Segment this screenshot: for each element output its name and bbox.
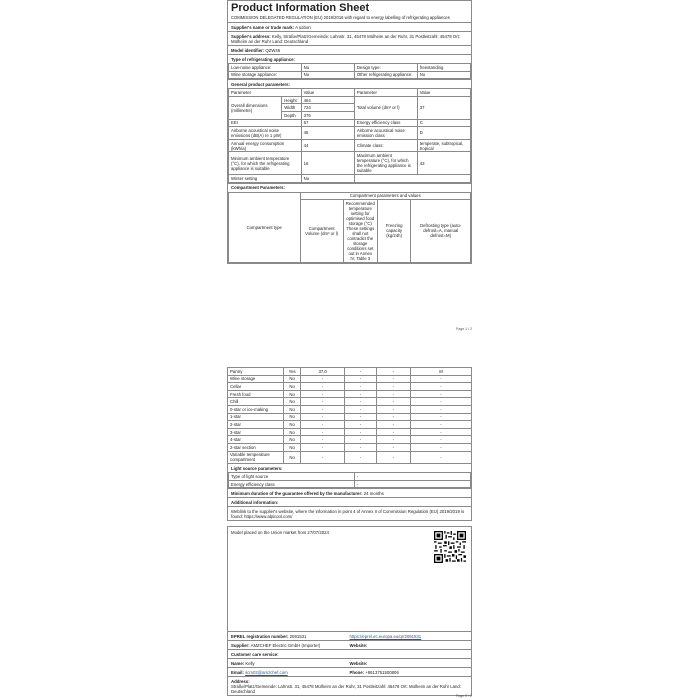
compartment-row (228, 421, 472, 429)
comp-defrost-header: Defrosting type (auto-defrost=A, manual defrost=M) (411, 200, 471, 263)
email-label: Email: (231, 669, 244, 675)
phone-value: +8613751500806 (365, 669, 399, 675)
dims-row (229, 96, 471, 104)
type-row (229, 71, 471, 79)
empty-cell (354, 174, 470, 182)
total-volume-value: 37 (417, 96, 470, 119)
type-cell: freestanding (417, 64, 470, 72)
weblink-text: Weblink to the supplier's website, where the information in point 4 of Annex II of Commission Regulation (EU) 2019/2019 is found: (231, 508, 465, 519)
dim-key: Height (282, 96, 301, 104)
compartment-cell: No (284, 428, 301, 436)
compartment-cell: - (376, 398, 410, 406)
model-label: Model identifier: (231, 47, 265, 53)
param-row (229, 139, 471, 152)
compartment-cell: - (376, 405, 410, 413)
compartment-row (228, 375, 472, 383)
param-label: Airborne acoustical noise emission class (354, 127, 417, 140)
compartment-cell: Wine storage (228, 375, 284, 383)
eprel-link[interactable]: https://eprel.ec.europa.eu/qr/2091531 (349, 633, 422, 639)
weblink-row (228, 506, 471, 520)
compartment-cell: Cellar (228, 383, 284, 391)
winter-row (229, 174, 471, 182)
supplier-row (228, 640, 471, 649)
type-row (229, 64, 471, 72)
eprel-label: EPREL registration number: (231, 633, 289, 639)
param-row (229, 127, 471, 140)
care-row (228, 649, 471, 658)
page-number-2: Page 2 / 2 (456, 694, 472, 698)
compartment-cell: - (301, 383, 345, 391)
compartment-cell: - (345, 436, 377, 444)
name-label: Name: (231, 660, 245, 666)
compartment-cell: - (345, 443, 377, 451)
supplier-address-value: Kelly, Straße/Platz/Gemeinde: Lahnstr. 31, 45478 Mülheim an der Ruhr, 31 Postleitzahl: 45478 Ort: Mülheim an der Ruhr Land: Deutschland (231, 33, 461, 44)
compartment-cell: No (284, 375, 301, 383)
compartment-cell: - (301, 398, 345, 406)
compartment-row (228, 443, 472, 451)
light-label-row (228, 464, 471, 472)
compartment-cell: - (410, 443, 471, 451)
compartment-cell: - (301, 405, 345, 413)
compartment-cell: - (345, 413, 377, 421)
compartment-cell: - (410, 451, 471, 464)
param-value: 16 (301, 152, 354, 175)
compartment-cell: - (410, 383, 471, 391)
compartment-cell: Chill (228, 398, 284, 406)
light-row (229, 480, 471, 488)
compartment-cell: - (410, 428, 471, 436)
param-label: Climate class: (354, 139, 417, 152)
dim-value: 464 (301, 96, 354, 104)
compartments-table (227, 367, 472, 464)
care-label: Customer care service: (231, 651, 279, 657)
additional-row (228, 497, 471, 506)
eprel-section (227, 526, 472, 632)
compartment-cell: - (345, 428, 377, 436)
supplier-label: Supplier: (231, 642, 250, 648)
compartment-cell: 3-star (228, 428, 284, 436)
compartment-cell: No (284, 383, 301, 391)
compartment-row (228, 398, 472, 406)
compartment-cell: 2-star section (228, 443, 284, 451)
compartment-cell: - (345, 368, 377, 376)
compartment-cell: - (410, 421, 471, 429)
compartment-cell: No (284, 443, 301, 451)
light-table (228, 472, 471, 488)
compartment-cell: Pantry (228, 368, 284, 376)
dim-value: 376 (301, 111, 354, 119)
comp-span-header: Compartment parameters and values (300, 192, 471, 200)
name-value: Kelly (245, 660, 255, 666)
light-row (229, 473, 471, 481)
type-label-row (228, 54, 471, 63)
type-cell: No (301, 64, 354, 72)
type-cell: Other refrigerating appliance: (354, 71, 417, 79)
compartment-cell: 4-star (228, 436, 284, 444)
compartment-row (228, 405, 472, 413)
compartment-cell: 1-star (228, 413, 284, 421)
param-value: C (417, 119, 470, 127)
param-label: EEI (229, 119, 302, 127)
compartment-header-table (228, 192, 471, 263)
compartment-label: Compartment Parameters: (231, 185, 285, 191)
compartment-cell: Variable temperature compartment (228, 451, 284, 464)
header-cell: Parameter (229, 89, 302, 97)
param-value: temperate, subtropical, tropical (417, 139, 470, 152)
compartment-row (228, 390, 472, 398)
compartment-cell: - (345, 383, 377, 391)
compartment-cell: No (284, 421, 301, 429)
supplier-name-row (228, 22, 471, 31)
param-label: Maximum ambient temperature (°C), for which the refrigerating appliance is suitable (354, 152, 417, 175)
compartment-row (228, 428, 472, 436)
page-number-1: Page 1 / 2 (456, 327, 472, 331)
page-2 (227, 367, 472, 696)
type-cell: No (301, 71, 354, 79)
address-label: Address: (231, 678, 250, 684)
compartment-cell: - (301, 375, 345, 383)
page-1 (227, 0, 472, 264)
compartment-row (228, 451, 472, 464)
supplier-value: AMZCHEF Electric GmbH (Importer) (250, 642, 321, 648)
param-value: D (417, 127, 470, 140)
compartment-cell: - (376, 368, 410, 376)
header-cell: Value (417, 89, 470, 97)
website-label: Website: (349, 642, 368, 648)
dims-label: Overall dimensions (millimetre) (229, 96, 282, 119)
param-value: 57 (301, 119, 354, 127)
email-row (228, 667, 471, 676)
compartment-row (228, 368, 472, 376)
guarantee-row (228, 488, 471, 497)
compartment-cell: - (301, 436, 345, 444)
light-key: Type of light source (229, 473, 355, 481)
regulation-subtitle: COMMISSION DELEGATED REGULATION (EU) 2019/2016 with regard to energy labelling of refrigerating appliances (231, 15, 450, 20)
compartment-cell: - (301, 443, 345, 451)
compartment-cell: - (345, 398, 377, 406)
contact-section (227, 632, 472, 696)
compartment-cell: - (345, 375, 377, 383)
comp-span-row (229, 192, 471, 200)
light-key: Energy efficiency class (229, 480, 355, 488)
comp-type-header: Compartment type (229, 192, 301, 262)
compartment-cell: - (345, 421, 377, 429)
compartment-cell: - (376, 451, 410, 464)
compartment-cell: - (410, 398, 471, 406)
compartment-cell: 0-star or ice-making (228, 405, 284, 413)
compartment-cell: No (284, 451, 301, 464)
compartment-cell: No (284, 398, 301, 406)
address-value: Straße/Platz/Gemeinde: Lahnstr. 31, 45478 Mülheim an der Ruhr, 31 Postleitzahl: 45478 Ort: Mülheim an der Ruhr Land: Deutschland (231, 683, 462, 694)
header-cell: Parameter (354, 89, 417, 97)
compartment-cell: - (376, 436, 410, 444)
compartment-cell: Fresh food (228, 390, 284, 398)
light-label: Light source parameters: (231, 465, 283, 471)
compartment-cell: - (376, 383, 410, 391)
additional-label: Additional information: (231, 499, 279, 505)
param-value: 43 (417, 152, 470, 175)
guarantee-value: 24 months (363, 490, 384, 496)
model-value: QZW46 (265, 47, 281, 53)
compartment-cell: - (410, 413, 471, 421)
type-cell: No (417, 71, 470, 79)
dim-key: Depth (282, 111, 301, 119)
guarantee-label: Minimum duration of the guarantee offered by the manufacturer: (231, 490, 363, 496)
compartment-row (228, 383, 472, 391)
general-params-table (228, 88, 471, 182)
compartment-cell: No (284, 390, 301, 398)
supplier-name-value: A sobon (295, 24, 311, 30)
general-label-row (228, 79, 471, 88)
total-volume-label: Total volume (dm³ or l) (354, 96, 417, 119)
compartment-cell: - (376, 443, 410, 451)
comp-vol-header: Compartment Volume (dm³ or l) (300, 200, 343, 263)
header-cell: Value (301, 89, 354, 97)
compartment-cell: - (301, 421, 345, 429)
comp-freeze-header: Freezing capacity (kg/24h) (377, 200, 411, 263)
phone-label: Phone: (349, 669, 365, 675)
param-value: 45 (301, 127, 354, 140)
placed-text: Model placed on the Union market from 27/07/2024 (231, 530, 329, 536)
compartment-cell: No (284, 405, 301, 413)
compartment-cell: - (410, 375, 471, 383)
compartment-cell: - (345, 390, 377, 398)
model-row (228, 45, 471, 54)
compartment-cell: - (410, 405, 471, 413)
general-label: General product parameters: (231, 81, 290, 87)
compartment-cell: 37,0 (301, 368, 345, 376)
compartment-cell: - (345, 451, 377, 464)
compartment-cell: - (410, 436, 471, 444)
compartment-label-row (228, 183, 471, 192)
compartment-cell: - (376, 413, 410, 421)
email-link[interactable]: scm02@amzchef.com (245, 669, 288, 675)
compartment-cell: - (301, 390, 345, 398)
type-cell: Design type: (354, 64, 417, 72)
compartment-cell: M (410, 368, 471, 376)
supplier-name-label: Supplier's name or trade mark: (231, 24, 295, 30)
page-title: Product Information Sheet (231, 2, 370, 14)
param-label: Energy efficiency class (354, 119, 417, 127)
compartment-cell: - (410, 390, 471, 398)
light-section (227, 464, 472, 521)
type-cell: Wine storage appliance: (229, 71, 302, 79)
compartment-cell: - (345, 405, 377, 413)
comp-temp-header: Recommended temperature setting for optimised food storage (°C) These settings shall not contradict the storage conditions set out in Annex IV, Table 3 (343, 200, 377, 263)
website2-label: Website: (349, 660, 368, 666)
supplier-address-row (228, 31, 471, 45)
compartment-row (228, 436, 472, 444)
param-row (229, 152, 471, 175)
eprel-value: 2091531 (289, 633, 307, 639)
param-label: Minimum ambient temperature (°C), for which the refrigerating appliance is suitable (229, 152, 302, 175)
light-value: - (354, 480, 470, 488)
type-table (228, 63, 471, 79)
dim-value: 724 (301, 104, 354, 112)
compartment-cell: Yes (284, 368, 301, 376)
qr-code[interactable] (434, 531, 466, 563)
param-label: Annual energy consumption (kWh/a) (229, 139, 302, 152)
winter-value: No (301, 174, 354, 182)
type-label: Type of refrigerating appliance: (231, 56, 295, 62)
compartment-cell: - (301, 428, 345, 436)
param-value: 44 (301, 139, 354, 152)
compartment-cell: 2-star (228, 421, 284, 429)
compartment-cell: - (376, 421, 410, 429)
compartment-cell: - (301, 413, 345, 421)
supplier-address-label: Supplier's address: (231, 33, 271, 39)
eprel-row (228, 632, 471, 640)
compartment-cell: - (376, 375, 410, 383)
name-row (228, 658, 471, 667)
compartment-cell: - (301, 451, 345, 464)
param-row (229, 119, 471, 127)
compartment-cell: - (376, 390, 410, 398)
weblink-url[interactable]: https://www.alpicool.com/ (244, 513, 293, 519)
address-row (228, 676, 471, 695)
compartment-cell: No (284, 413, 301, 421)
param-header-row (229, 89, 471, 97)
dim-key: Width (282, 104, 301, 112)
light-value: - (354, 473, 470, 481)
compartment-row (228, 413, 472, 421)
winter-label: Winter setting (229, 174, 302, 182)
type-cell: Low-noise appliance: (229, 64, 302, 72)
compartment-cell: - (376, 428, 410, 436)
param-label: Airborne acoustical noise emissions (dB(A) re 1 pW) (229, 127, 302, 140)
compartment-cell: No (284, 436, 301, 444)
